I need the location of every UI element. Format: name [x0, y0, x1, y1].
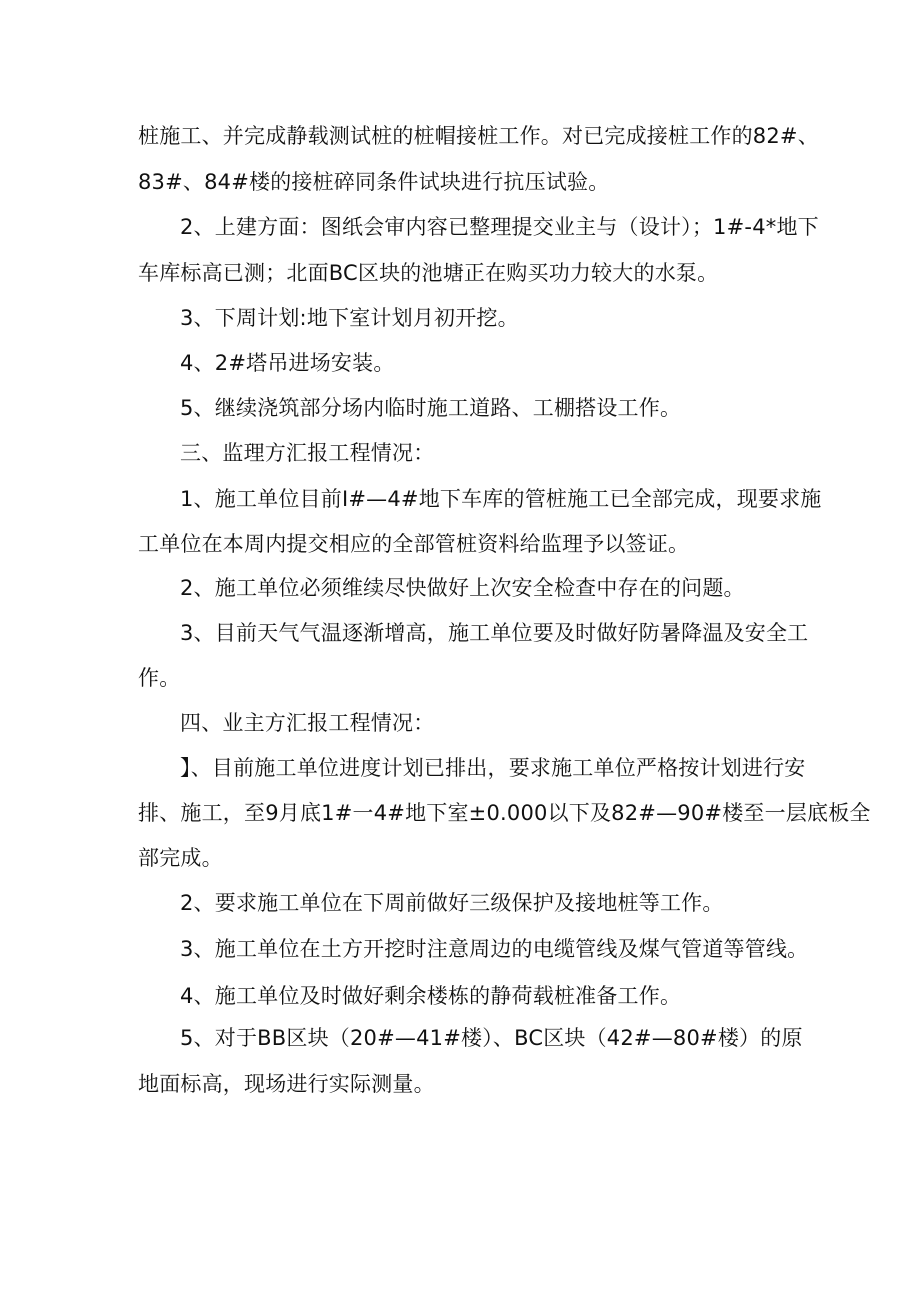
text-line-18: 2、要求施工单位在下周前做好三级保护及接地桩等工作。 [180, 891, 724, 915]
text-line-20: 4、施工单位及时做好剩余楼栋的静荷载桩准备工作。 [180, 984, 682, 1008]
text-line-2: 83#、84#楼的接桩碎同条件试块进行抗压试验。 [138, 170, 610, 194]
text-line-13: 作。 [138, 666, 181, 690]
text-line-17: 部完成。 [138, 846, 223, 870]
text-line-15: 】、目前施工单位进度计划已排出，要求施工单位严格按计划进行安 [180, 756, 806, 780]
text-line-12: 3、目前天气气温逐渐增高，施工单位要及时做好防暑降温及安全工 [180, 621, 809, 645]
section-heading-3: 三、监理方汇报工程情况： [180, 441, 435, 465]
text-line-6: 4、2#塔吊进场安装。 [180, 351, 395, 375]
text-line-5: 3、下周计划:地下室计划月初开挖。 [180, 306, 519, 330]
text-line-21: 5、对于BB区块（20#—41#楼）、BC区块（42#—80#楼）的原 [180, 1026, 803, 1050]
text-line-11: 2、施工单位必须维续尽快做好上次安全检查中存在的问题。 [180, 576, 745, 600]
text-line-3: 2、上建方面：图纸会审内容已整理提交业主与（设计）；1#-4*地下 [180, 215, 819, 239]
text-line-1: 桩施工、并完成静载测试桩的桩帽接桩工作。对已完成接桩工作的82#、 [138, 124, 819, 148]
section-heading-4: 四、业主方汇报工程情况： [180, 711, 435, 735]
text-line-9: 1、施工单位目前I#—4#地下车库的管桩施工已全部完成，现要求施 [180, 487, 822, 511]
text-line-16: 排、施工，至9月底1#一4#地下室±0.000以下及82#—90#楼至一层底板全 [138, 801, 871, 825]
text-line-4: 车库标高已测；北面BC区块的池塘正在购买功力较大的水泵。 [138, 261, 719, 285]
text-line-19: 3、施工单位在土方开挖时注意周边的电缆管线及煤气管道等管线。 [180, 937, 809, 961]
text-line-22: 地面标高，现场进行实际测量。 [138, 1072, 435, 1096]
text-line-10: 工单位在本周内提交相应的全部管桩资料给监理予以签证。 [138, 532, 690, 556]
text-line-7: 5、继续浇筑部分场内临时施工道路、工棚搭设工作。 [180, 396, 682, 420]
